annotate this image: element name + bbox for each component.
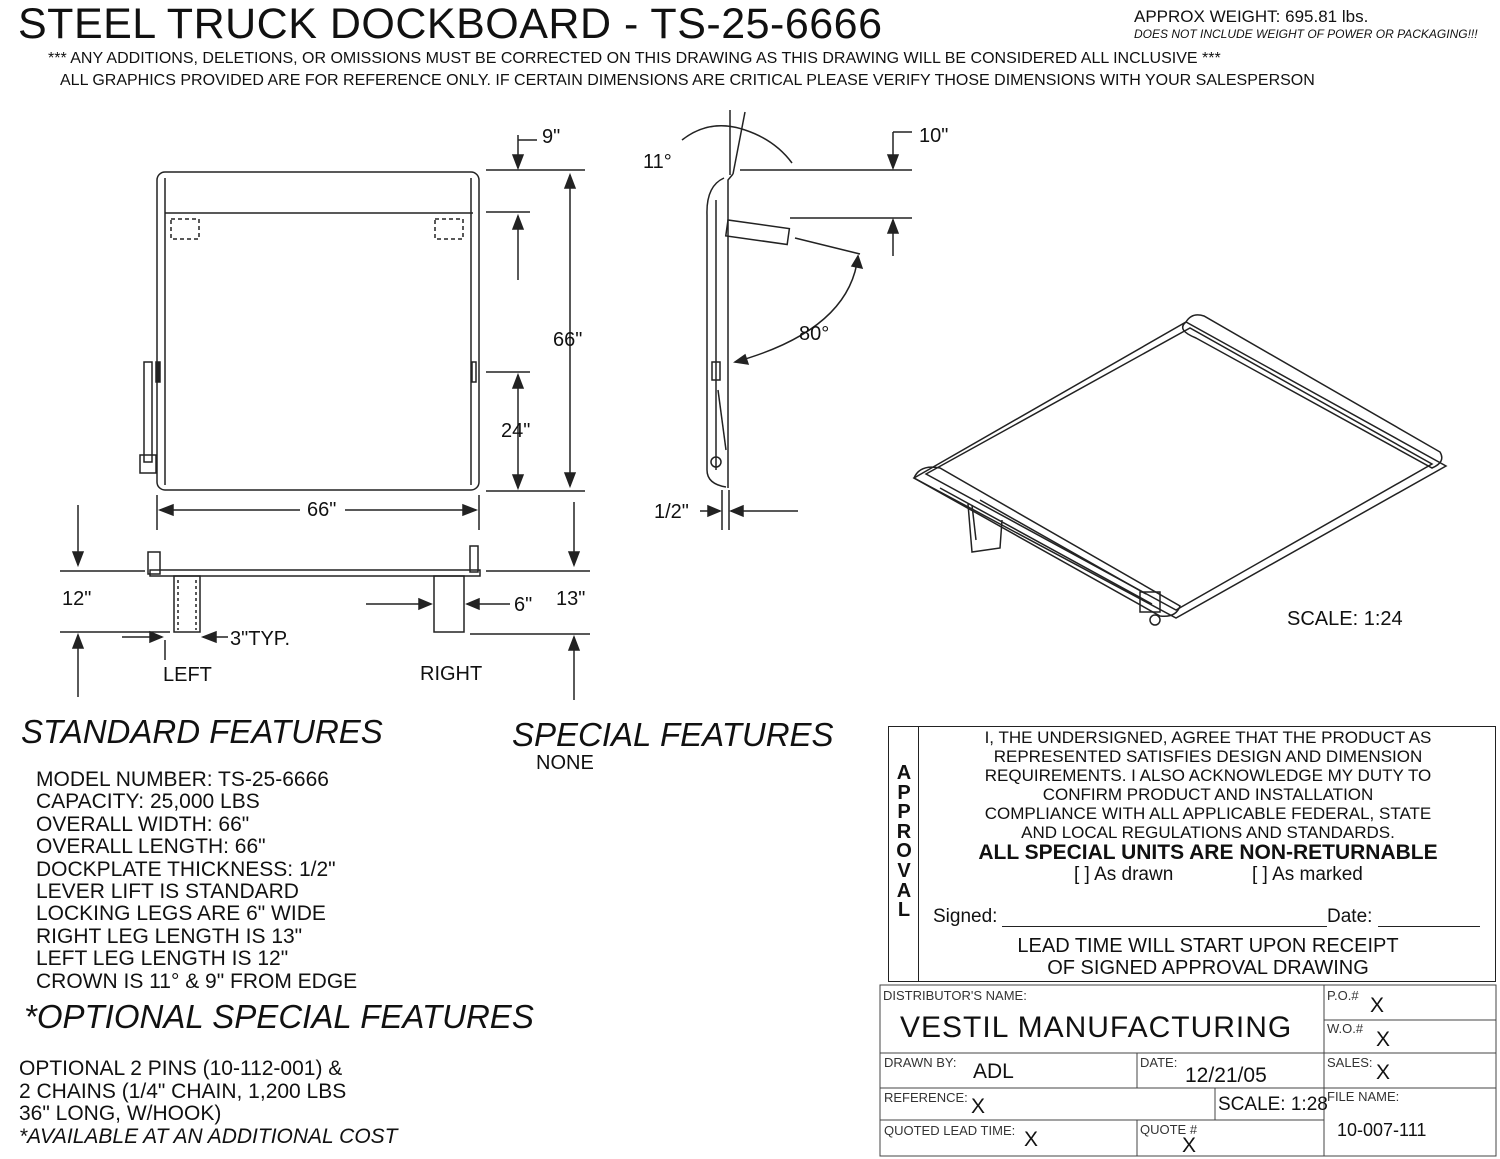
- as-marked-checkbox[interactable]: [ ] As marked: [1252, 864, 1363, 885]
- scale-value: SCALE: 1:28: [1218, 1094, 1328, 1115]
- weight-note: DOES NOT INCLUDE WEIGHT OF POWER OR PACKAGING!!!: [1134, 27, 1478, 41]
- dim-angle-bottom: 80°: [799, 323, 830, 345]
- standard-features-heading: STANDARD FEATURES: [21, 713, 383, 750]
- optional-features-heading: *OPTIONAL SPECIAL FEATURES: [24, 998, 534, 1035]
- iso-scale: SCALE: 1:24: [1287, 608, 1403, 630]
- approval-letter: P: [897, 781, 911, 804]
- distributor-label: DISTRIBUTOR'S NAME:: [883, 988, 1027, 1003]
- quote-label: QUOTE #: [1140, 1122, 1198, 1137]
- approval-line: REQUIREMENTS. I ALSO ACKNOWLEDGE MY DUTY TO: [984, 766, 1432, 785]
- quoted-lead-value: X: [1024, 1128, 1039, 1151]
- list-item: OVERALL LENGTH: 66": [36, 835, 266, 859]
- dim-width: 66": [307, 499, 337, 521]
- wo-value: X: [1376, 1028, 1391, 1051]
- list-item: OVERALL WIDTH: 66": [36, 812, 250, 836]
- special-features-heading: SPECIAL FEATURES: [512, 716, 834, 753]
- list-item: CAPACITY: 25,000 LBS: [36, 790, 260, 814]
- list-item: DOCKPLATE THICKNESS: 1/2": [36, 857, 336, 881]
- date-value: 12/21/05: [1185, 1064, 1267, 1087]
- dim-side-crown: 10": [919, 125, 949, 147]
- dim-left-leg: 12": [62, 588, 92, 610]
- special-features-value: NONE: [536, 752, 594, 774]
- approval-letter: R: [896, 820, 912, 843]
- lead-line: LEAD TIME WILL START UPON RECEIPT: [1017, 935, 1399, 957]
- approval-letter: L: [897, 899, 911, 922]
- availability-note: *AVAILABLE AT AN ADDITIONAL COST: [19, 1124, 398, 1148]
- approval-letter: O: [896, 840, 912, 863]
- quote-value: X: [1182, 1134, 1197, 1157]
- lead-line: OF SIGNED APPROVAL DRAWING: [1047, 957, 1369, 979]
- dim-leg-position: 24": [501, 420, 531, 442]
- list-item: LEVER LIFT IS STANDARD: [36, 880, 299, 904]
- distributor-name: VESTIL MANUFACTURING: [900, 1011, 1293, 1044]
- po-value: X: [1370, 994, 1385, 1017]
- list-item: OPTIONAL 2 PINS (10-112-001) &: [19, 1057, 343, 1080]
- as-drawn-checkbox[interactable]: [ ] As drawn: [1074, 864, 1174, 885]
- inclusive-note: *** ANY ADDITIONS, DELETIONS, OR OMISSIONS MUST BE CORRECTED ON THIS DRAWING AS THIS DRAWING WILL BE CONSIDERED ALL INCLUSIVE ***: [48, 50, 1221, 67]
- approval-line: I, THE UNDERSIGNED, AGREE THAT THE PRODUCT AS: [984, 728, 1432, 747]
- reference-note: ALL GRAPHICS PROVIDED ARE FOR REFERENCE ONLY. IF CERTAIN DIMENSIONS ARE CRITICAL PLEASE VERIFY THOSE DIMENSIONS WITH YOUR SALESPERSON: [60, 72, 1315, 89]
- date-label: Date:: [1327, 906, 1373, 927]
- approval-line: REPRESENTED SATISFIES DESIGN AND DIMENSION: [993, 747, 1423, 766]
- reference-label: REFERENCE:: [884, 1090, 968, 1105]
- sales-label: SALES:: [1327, 1055, 1373, 1070]
- list-item: LOCKING LEGS ARE 6" WIDE: [36, 902, 326, 926]
- non-returnable-notice: ALL SPECIAL UNITS ARE NON-RETURNABLE: [978, 841, 1438, 864]
- drawing-title: STEEL TRUCK DOCKBOARD - TS-25-6666: [18, 0, 883, 48]
- approval-line: AND LOCAL REGULATIONS AND STANDARDS.: [1021, 823, 1395, 842]
- signed-label: Signed:: [933, 906, 998, 927]
- sales-value: X: [1376, 1061, 1391, 1084]
- drawn-by-label: DRAWN BY:: [884, 1055, 957, 1070]
- label-left-leg: LEFT: [163, 664, 212, 686]
- quoted-lead-label: QUOTED LEAD TIME:: [884, 1123, 1016, 1138]
- dim-right-leg: 13": [556, 588, 586, 610]
- reference-value: X: [971, 1095, 986, 1118]
- approval-line: CONFIRM PRODUCT AND INSTALLATION: [1042, 785, 1374, 804]
- list-item: LEFT LEG LENGTH IS 12": [36, 947, 289, 971]
- approx-weight: APPROX WEIGHT: 695.81 lbs.: [1134, 7, 1369, 26]
- list-item: 2 CHAINS (1/4" CHAIN, 1,200 LBS: [19, 1079, 347, 1103]
- approval-letter: V: [897, 859, 911, 882]
- wo-label: W.O.#: [1327, 1021, 1364, 1036]
- date-label-tb: DATE:: [1140, 1055, 1178, 1070]
- approval-letter: P: [897, 801, 911, 824]
- po-label: P.O.#: [1327, 988, 1359, 1003]
- dim-thickness: 1/2": [654, 501, 689, 523]
- approval-letter: A: [896, 762, 912, 784]
- file-name-value: 10-007-111: [1337, 1120, 1427, 1140]
- label-right-leg: RIGHT: [420, 663, 483, 685]
- dim-length: 66": [553, 329, 583, 351]
- list-item: CROWN IS 11° & 9" FROM EDGE: [36, 969, 358, 993]
- list-item: 36" LONG, W/HOOK): [19, 1102, 222, 1125]
- dim-top-crown: 9": [542, 126, 561, 148]
- dim-leg-typ: 3"TYP.: [230, 628, 291, 650]
- dim-angle-top: 11°: [643, 151, 672, 173]
- dim-leg-width: 6": [514, 594, 533, 616]
- drawn-by-value: ADL: [973, 1060, 1014, 1083]
- approval-line: COMPLIANCE WITH ALL APPLICABLE FEDERAL, STATE: [984, 804, 1432, 823]
- list-item: MODEL NUMBER: TS-25-6666: [36, 768, 329, 791]
- file-name-label: FILE NAME:: [1327, 1089, 1400, 1104]
- approval-letter: A: [896, 879, 912, 902]
- list-item: RIGHT LEG LENGTH IS 13": [36, 924, 303, 948]
